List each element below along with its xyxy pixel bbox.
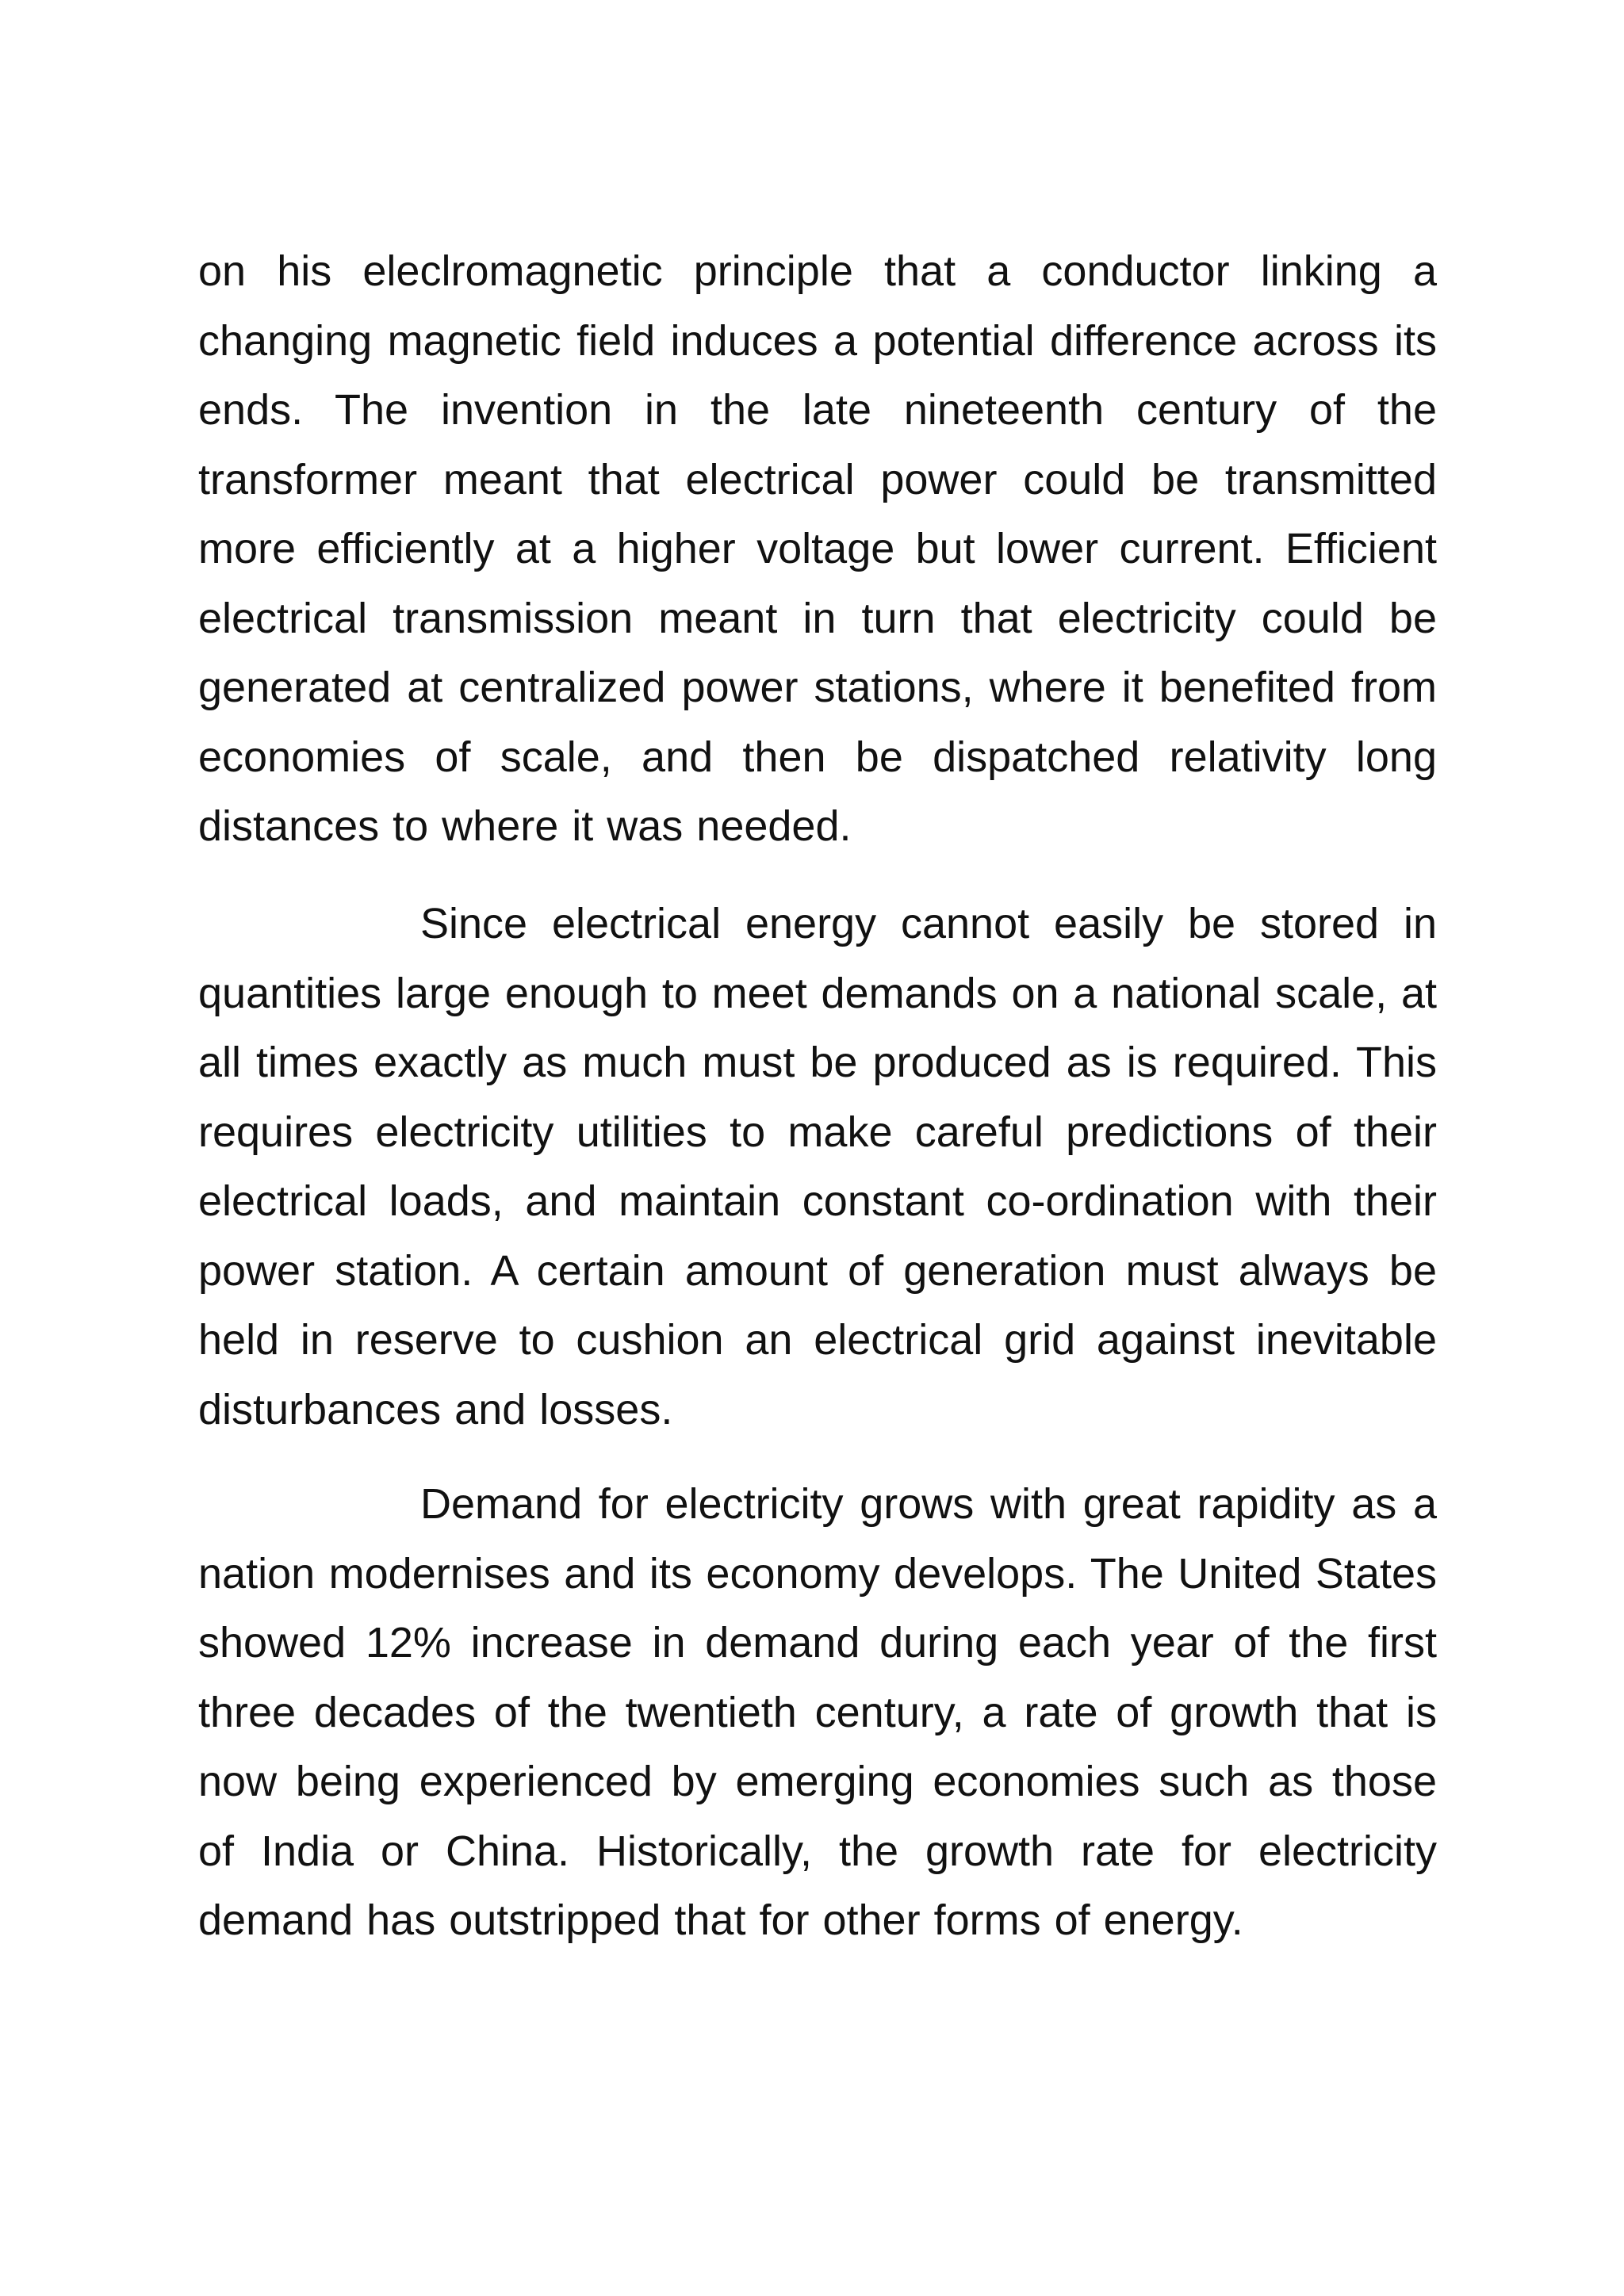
paragraph-3: Demand for electricity grows with great rapidity as a nation modernises and its economy develops. The United States showed 12% increase in demand during each year of the first three decades of the twentieth century, a rate of growth that is now being experienced by emerging economies such as those of India or China. Historically, the growth rate for electricity demand has outstripped that for other forms of energy.: [198, 1480, 1437, 1944]
paragraph-2: Since electrical energy cannot easily be stored in quantities large enough to meet demands on a national scale, at all times exactly as much must be produced as is required. This requires electricity utilities to make careful predictions of their electrical loads, and maintain constant co-ordination with their power station. A certain amount of generation must always be held in reserve to cushion an electrical grid against inevitable disturbances and losses.: [198, 900, 1437, 1433]
paragraph-1: on his eleclromagnetic principle that a conductor linking a changing magnetic field induces a potential difference across its ends. The invention in the late nineteenth century of the transformer meant that electrical power could be transmitted more efficiently at a higher voltage but lower current. Efficient electrical transmission meant in turn that electricity could be generated at centralized power stations, where it benefited from economies of scale, and then be dispatched relativity long distances to where it was needed.: [198, 247, 1437, 850]
